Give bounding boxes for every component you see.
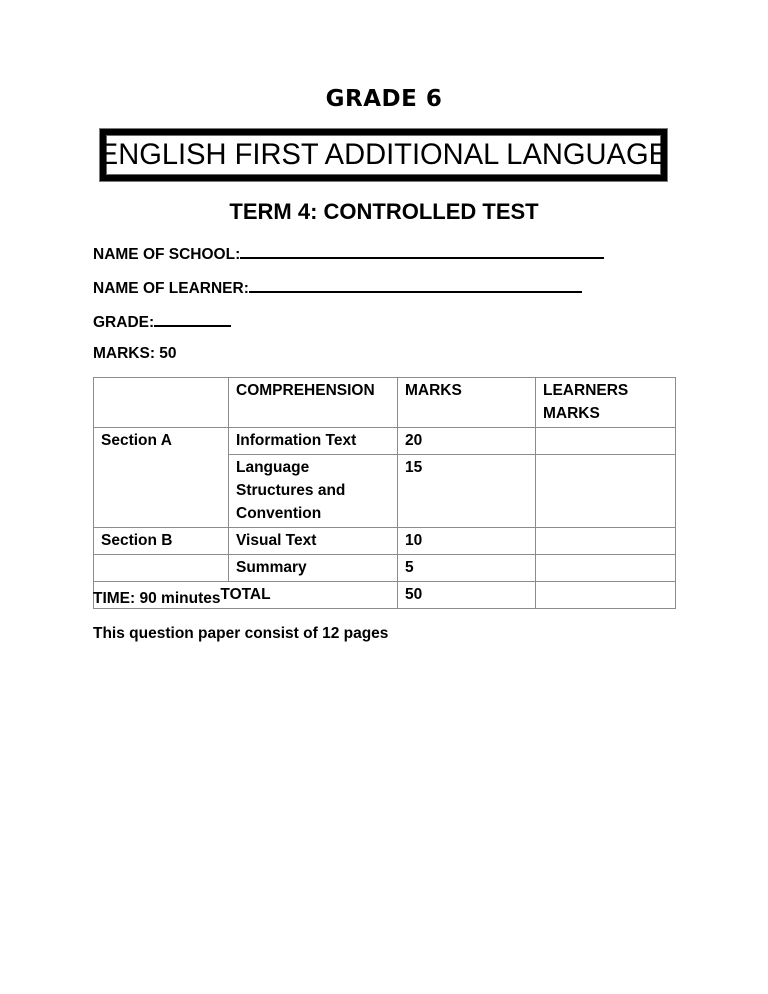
section-cell: Section B (94, 528, 229, 555)
table-row (94, 555, 676, 582)
table-row (94, 528, 676, 555)
learner-marks-cell[interactable] (536, 528, 676, 555)
learner-marks-cell[interactable] (536, 555, 676, 582)
subject-title: ENGLISH FIRST ADDITIONAL LANGUAGE (98, 138, 669, 171)
subject-title-box (99, 128, 668, 182)
marks-cell: 20 (398, 428, 536, 455)
grade-blank[interactable] (154, 311, 231, 327)
subject-title-inner (98, 135, 669, 175)
header-cell-empty (94, 378, 229, 428)
term-heading: TERM 4: CONTROLLED TEST (229, 199, 539, 224)
school-name-blank[interactable] (240, 243, 604, 259)
marks-cell: 15 (398, 455, 536, 528)
marks-table (93, 377, 676, 609)
table-row (94, 428, 676, 455)
item-cell: Information Text (229, 428, 398, 455)
school-name-label: NAME OF SCHOOL: (93, 246, 241, 263)
total-label-cell: TOTAL (94, 582, 398, 609)
table-header-row (94, 378, 676, 428)
section-cell (94, 555, 229, 582)
grade-field[interactable] (93, 311, 231, 332)
marks-total-label: MARKS: 50 (93, 345, 177, 362)
learner-name-blank[interactable] (249, 277, 582, 293)
time-allowed: TIME: 90 minutes (93, 590, 221, 607)
header-cell-marks: MARKS (398, 378, 536, 428)
learner-marks-cell[interactable] (536, 428, 676, 455)
total-marks-cell: 50 (398, 582, 536, 609)
item-cell: Summary (229, 555, 398, 582)
section-cell: Section A (94, 428, 229, 528)
school-name-field[interactable] (93, 243, 604, 264)
header-cell-comprehension: COMPREHENSION (229, 378, 398, 428)
learner-name-label: NAME OF LEARNER: (93, 280, 249, 297)
learner-name-field[interactable] (93, 277, 582, 298)
marks-cell: 5 (398, 555, 536, 582)
marks-cell: 10 (398, 528, 536, 555)
item-cell: Language Structures and Convention (229, 455, 398, 528)
learner-marks-cell[interactable] (536, 455, 676, 528)
grade-heading: GRADE 6 (325, 86, 443, 112)
header-cell-learners-marks: LEARNERS MARKS (536, 378, 676, 428)
item-cell: Visual Text (229, 528, 398, 555)
page-count-note: This question paper consist of 12 pages (93, 625, 389, 642)
total-learner-marks-cell[interactable] (536, 582, 676, 609)
grade-label: GRADE: (93, 314, 155, 331)
